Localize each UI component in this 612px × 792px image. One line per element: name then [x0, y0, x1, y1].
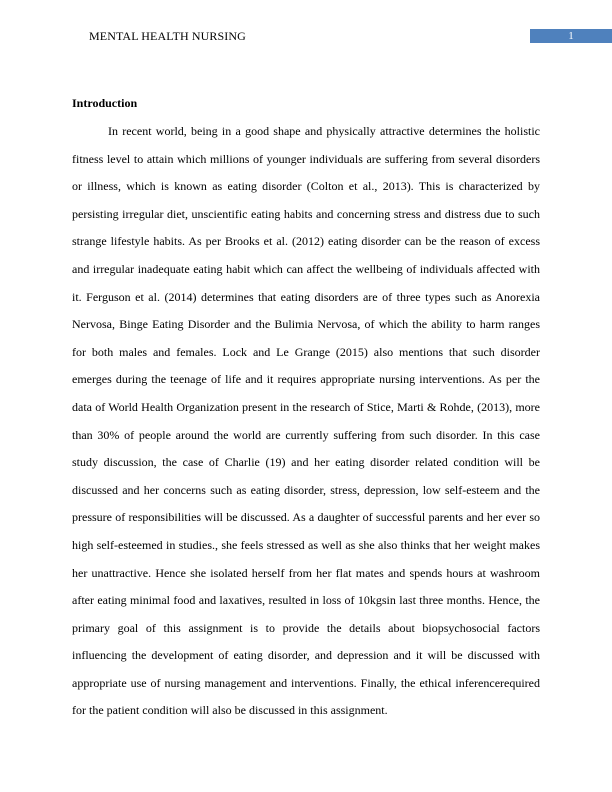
running-head: MENTAL HEALTH NURSING	[89, 29, 246, 43]
paragraph-line: and irregular inadequate eating habit which can affect the wellbeing of individuals affected with	[72, 261, 540, 276]
paragraph-line: or illness, which is known as eating disorder (Colton et al., 2013). This is characterized by	[72, 179, 540, 194]
paragraph-line: appropriate use of nursing management and interventions. Finally, the ethical inferencerequired	[72, 675, 540, 690]
section-heading: Introduction	[72, 96, 138, 110]
paragraph-line: than 30% of people around the world are currently suffering from such disorder. In this case	[72, 427, 540, 442]
paragraph-line: high self-esteemed in studies., she feels stressed as well as she also thinks that her weight makes	[72, 537, 540, 552]
page-number: 1	[530, 29, 612, 43]
paragraph-line: influencing the development of eating disorder, and depression and it will be discussed with	[72, 648, 540, 663]
paragraph-line: persisting irregular diet, unscientific eating habits and concerning stress and distress due to such	[72, 206, 540, 221]
body-paragraph	[72, 118, 540, 725]
paragraph-line: for both males and females. Lock and Le Grange (2015) also mentions that such disorder	[72, 344, 540, 359]
paragraph-line: primary goal of this assignment is to provide the details about biopsychosocial factors	[72, 620, 540, 635]
paragraph-line: study discussion, the case of Charlie (19) and her eating disorder related condition will be	[72, 455, 540, 470]
paragraph-line: discussed and her concerns such as eating disorder, stress, depression, low self-esteem and the	[72, 482, 540, 497]
paragraph-line: In recent world, being in a good shape and physically attractive determines the holistic	[108, 124, 540, 138]
paragraph-line: after eating minimal food and laxatives, resulted in loss of 10kgsin last three months. Hence, the	[72, 593, 540, 608]
paragraph-line: Nervosa, Binge Eating Disorder and the Bulimia Nervosa, of which the ability to harm ranges	[72, 317, 540, 332]
paragraph-line: strange lifestyle habits. As per Brooks et al. (2012) eating disorder can be the reason of excess	[72, 234, 540, 249]
paragraph-line: her unattractive. Hence she isolated herself from her flat mates and spends hours at washroom	[72, 565, 540, 580]
paragraph-line: for the patient condition will also be discussed in this assignment.	[72, 703, 388, 718]
paragraph-line: data of World Health Organization present in the research of Stice, Marti & Rohde, (2013), more	[72, 399, 540, 414]
paragraph-line: fitness level to attain which millions of younger individuals are suffering from several disorders	[72, 151, 540, 166]
paragraph-line: pressure of responsibilities will be discussed. As a daughter of successful parents and her ever so	[72, 510, 540, 525]
paragraph-line: emerges during the teenage of life and it requires appropriate nursing interventions. As per the	[72, 372, 540, 387]
paragraph-line: it. Ferguson et al. (2014) determines that eating disorders are of three types such as Anorexia	[72, 289, 540, 304]
